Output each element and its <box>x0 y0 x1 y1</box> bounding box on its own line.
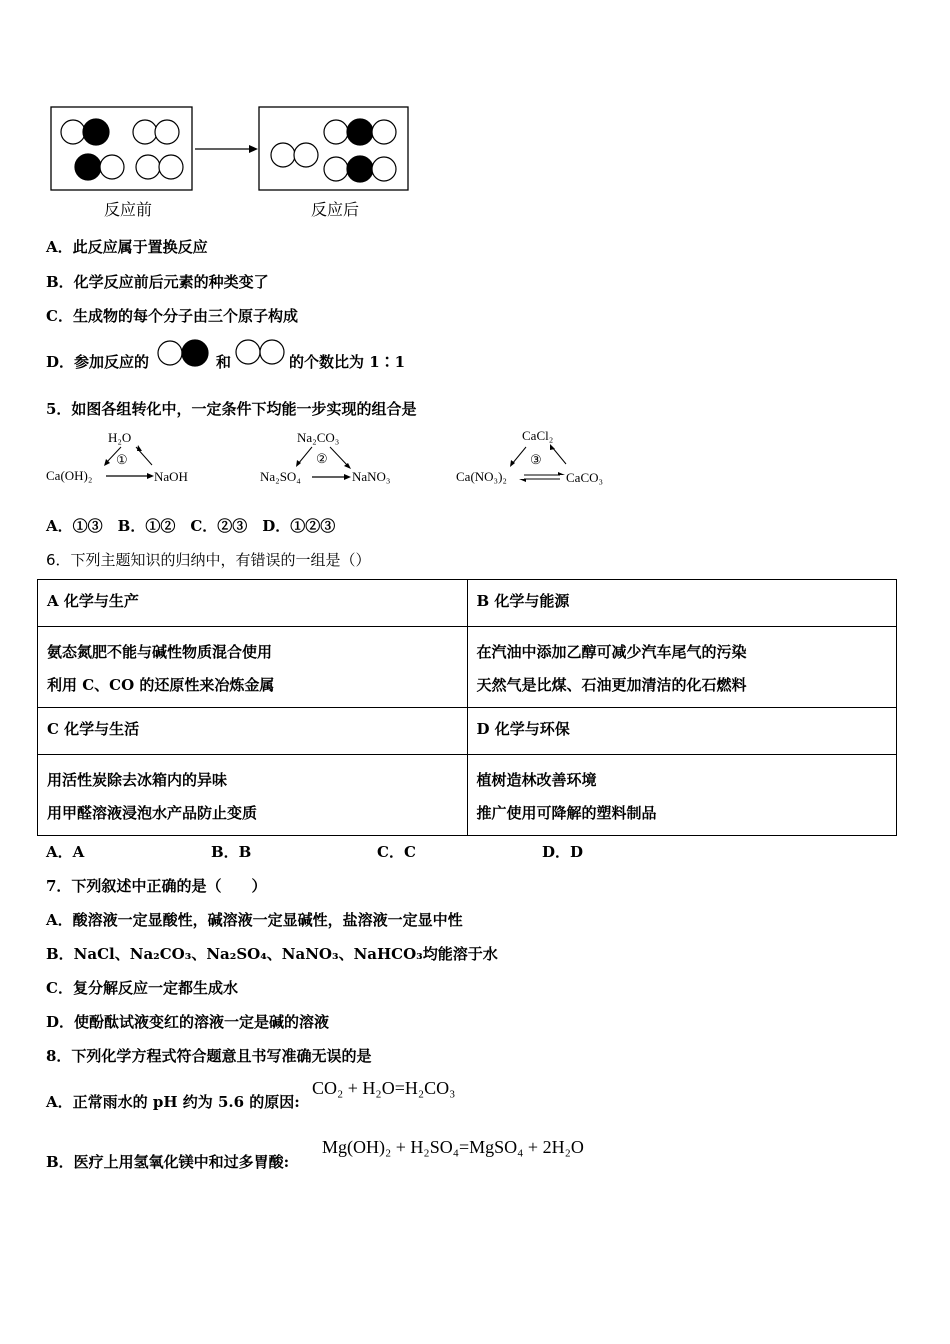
q6-option-c[interactable]: C．C <box>377 843 416 861</box>
q4-option-d-prefix: D．参加反应的 <box>46 353 150 371</box>
q7-stem: 7．下列叙述中正确的是（ ） <box>46 877 267 895</box>
q4-option-d-and: 和 <box>216 353 232 371</box>
compound-molecule-icon <box>156 339 214 369</box>
cell-c-line-1: 用活性炭除去冰箱内的异味 <box>47 771 228 789</box>
q5-group-1-diagram <box>46 430 206 488</box>
reaction-particle-diagram <box>50 105 412 195</box>
g3-arrows <box>456 428 626 488</box>
g1-left: Ca(OH)₂ <box>46 468 93 483</box>
caption-before: 反应前 <box>104 200 153 219</box>
q4-option-b[interactable]: B．化学反应前后元素的种类变了 <box>46 273 269 291</box>
g1-right: NaOH <box>154 469 188 484</box>
cell-b-body <box>467 627 897 708</box>
cell-a-body <box>38 627 468 708</box>
cell-c-head: C 化学与生活 <box>38 708 468 755</box>
q7-option-c[interactable]: C．复分解反应一定都生成水 <box>46 979 238 997</box>
cell-a-line-2: 利用 C、CO 的还原性来冶炼金属 <box>47 676 275 694</box>
cell-b-line-2: 天然气是比煤、石油更加清洁的化石燃料 <box>476 676 747 694</box>
q6-stem: 6．下列主题知识的归纳中，有错误的一组是（） <box>46 551 371 569</box>
q7-option-b[interactable]: B．NaCl、Na₂CO₃、Na₂SO₄、NaNO₃、NaHCO₃均能溶于水 <box>46 945 498 963</box>
g1-num: ① <box>116 452 128 467</box>
q8-stem: 8．下列化学方程式符合题意且书写准确无误的是 <box>46 1047 372 1065</box>
cell-d-line-1: 植树造林改善环境 <box>476 771 597 789</box>
q5-stem: 5．如图各组转化中，一定条件下均能一步实现的组合是 <box>46 400 417 418</box>
g3-num: ③ <box>530 452 542 467</box>
g2-num: ② <box>316 451 328 466</box>
q4-option-c[interactable]: C．生成物的每个分子由三个原子构成 <box>46 307 298 325</box>
q8-option-a-equation: CO₂ + H₂O=H₂CO₃ <box>312 1078 456 1098</box>
q6-knowledge-table <box>37 579 897 836</box>
q4-option-a[interactable]: A．此反应属于置换反应 <box>46 238 208 256</box>
caption-after: 反应后 <box>311 200 360 219</box>
g2-left: Na₂SO₄ <box>260 469 301 484</box>
g2-right: NaNO₃ <box>352 469 391 484</box>
cell-a-head: A 化学与生产 <box>38 580 468 627</box>
cell-c-line-2: 用甲醛溶液浸泡水产品防止变质 <box>47 804 258 822</box>
cell-c-body <box>38 755 468 836</box>
q4-option-d-suffix: 的个数比为 1∶1 <box>289 353 406 371</box>
q6-option-d[interactable]: D．D <box>542 843 584 861</box>
cell-b-head: B 化学与能源 <box>467 580 897 627</box>
q5-group-2-diagram <box>260 430 420 488</box>
g3-top: CaCl₂ <box>522 428 554 443</box>
cell-d-body <box>467 755 897 836</box>
cell-a-line-1: 氨态氮肥不能与碱性物质混合使用 <box>47 643 273 661</box>
q5-group-3-diagram <box>456 428 626 488</box>
cell-b-line-1: 在汽油中添加乙醇可减少汽车尾气的污染 <box>476 643 747 661</box>
reaction-arrowhead <box>249 145 258 153</box>
q5-options[interactable]: A．①③ B．①② C．②③ D．①②③ <box>46 517 336 535</box>
q7-option-d[interactable]: D．使酚酞试液变红的溶液一定是碱的溶液 <box>46 1013 330 1031</box>
cell-d-head: D 化学与环保 <box>467 708 897 755</box>
white-diatomic-molecule-icon <box>234 339 290 369</box>
q8-option-a[interactable]: A．正常雨水的 pH 约为 5.6 的原因: <box>46 1093 300 1111</box>
g1-arrows <box>46 430 206 488</box>
q6-option-a[interactable]: A．A <box>46 843 85 861</box>
q8-option-b[interactable]: B．医疗上用氢氧化镁中和过多胃酸: <box>46 1153 290 1171</box>
g1-top: H₂O <box>108 430 132 445</box>
g3-right: CaCO₃ <box>566 470 604 485</box>
q7-option-a[interactable]: A．酸溶液一定显酸性，碱溶液一定显碱性，盐溶液一定显中性 <box>46 911 463 929</box>
g2-top: Na₂CO₃ <box>297 430 340 445</box>
cell-d-line-2: 推广使用可降解的塑料制品 <box>476 804 657 822</box>
g2-arrows <box>260 430 420 488</box>
q8-option-b-equation: Mg(OH)₂ + H₂SO₄=MgSO₄ + 2H₂O <box>322 1137 584 1157</box>
g3-left: Ca(NO₃)₂ <box>456 469 507 484</box>
q6-option-b[interactable]: B．B <box>211 843 252 861</box>
